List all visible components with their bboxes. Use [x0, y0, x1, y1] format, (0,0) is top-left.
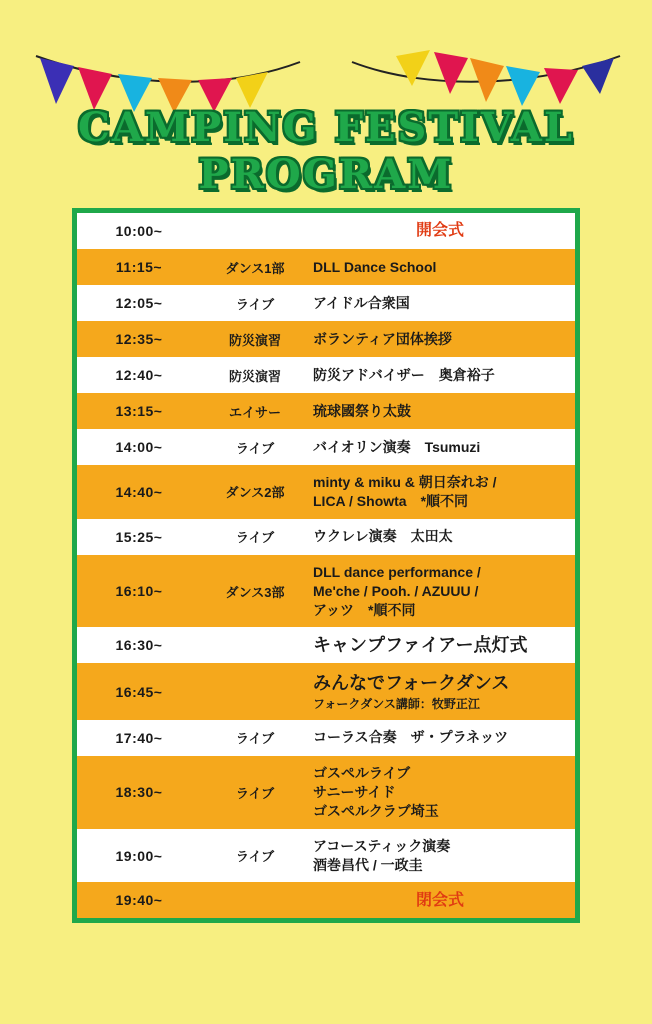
table-row [77, 627, 575, 663]
table-row [77, 213, 575, 249]
row-category: エイサー [228, 404, 281, 420]
row-description: バイオリン演奏 Tsumuzi [313, 438, 481, 455]
table-row [77, 465, 575, 519]
table-row [77, 756, 575, 829]
row-time: 16:45~ [115, 683, 163, 700]
row-subdescription: フォークダンス講師：牧野正江 [313, 696, 480, 711]
row-time: 16:30~ [115, 637, 163, 654]
table-row [77, 321, 575, 357]
row-time: 15:25~ [115, 528, 163, 545]
table-row [77, 249, 575, 285]
row-description: アイドル合衆国 [313, 294, 410, 311]
row-time: 19:00~ [115, 847, 163, 864]
table-row [77, 720, 575, 756]
row-description: ゴスペルライブ サニーサイド ゴスペルクラブ埼玉 [313, 764, 439, 819]
program-table [72, 208, 580, 923]
row-description: 防災アドバイザー 奥倉裕子 [313, 366, 495, 383]
row-time: 14:00~ [115, 439, 163, 455]
title-line-2: PROGRAM [198, 151, 454, 199]
row-category: 防災演習 [228, 368, 281, 384]
table-row [77, 829, 575, 883]
row-time: 11:15~ [115, 259, 163, 275]
table-row [77, 882, 575, 918]
row-description: アコースティック演奏 酒巻昌代 / 一政圭 [313, 837, 451, 873]
row-category: ライブ [235, 849, 275, 864]
row-time: 14:40~ [115, 483, 163, 500]
row-description: minty & miku & 朝日奈れお / LICA / Showta *順不同 [313, 474, 497, 509]
row-description: キャンプファイアー点灯式 [313, 635, 528, 656]
poster-title [0, 104, 652, 198]
row-category: ダンス1部 [225, 260, 285, 276]
row-time: 13:15~ [115, 403, 163, 419]
row-category: ダンス2部 [225, 485, 285, 501]
row-time: 12:40~ [115, 367, 163, 383]
row-description: みんなでフォークダンス フォークダンス講師：牧野正江 [309, 671, 575, 711]
table-row [77, 519, 575, 555]
row-description: 開会式 [415, 222, 464, 240]
row-category: ライブ [235, 530, 275, 546]
title-line-1: CAMPING FESTIVAL [78, 104, 574, 151]
table-row [77, 285, 575, 321]
row-category: ライブ [235, 440, 275, 456]
row-description: 琉球國祭り太鼓 [313, 402, 411, 419]
row-time: 12:35~ [115, 331, 163, 347]
table-row [77, 393, 575, 429]
row-time: 17:40~ [115, 729, 163, 746]
row-description: ウクレレ演奏 太田太 [313, 528, 453, 545]
row-description: コーラス合奏 ザ・プラネッツ [313, 729, 509, 746]
row-category: ライブ [235, 296, 275, 312]
table-row [77, 429, 575, 465]
row-time: 16:10~ [115, 583, 163, 600]
table-row [77, 357, 575, 393]
row-description: DLL Dance School [313, 258, 437, 275]
row-category: ダンス3部 [225, 584, 285, 600]
row-time: 18:30~ [115, 784, 163, 801]
row-description: ボランティア団体挨拶 [313, 330, 452, 347]
table-row [77, 555, 575, 628]
row-description: 閉会式 [415, 891, 464, 909]
row-time: 10:00~ [115, 223, 163, 239]
row-category: ライブ [235, 731, 275, 747]
bunting-decoration [0, 0, 652, 120]
row-description: DLL dance performance / Me'che / Pooh. / AZUUU / アッツ *順不同 [313, 563, 481, 618]
row-time: 12:05~ [115, 295, 163, 311]
row-category: ライブ [235, 785, 275, 801]
row-category: 防災演習 [228, 332, 281, 348]
row-time: 19:40~ [115, 892, 163, 909]
table-row [77, 663, 575, 719]
